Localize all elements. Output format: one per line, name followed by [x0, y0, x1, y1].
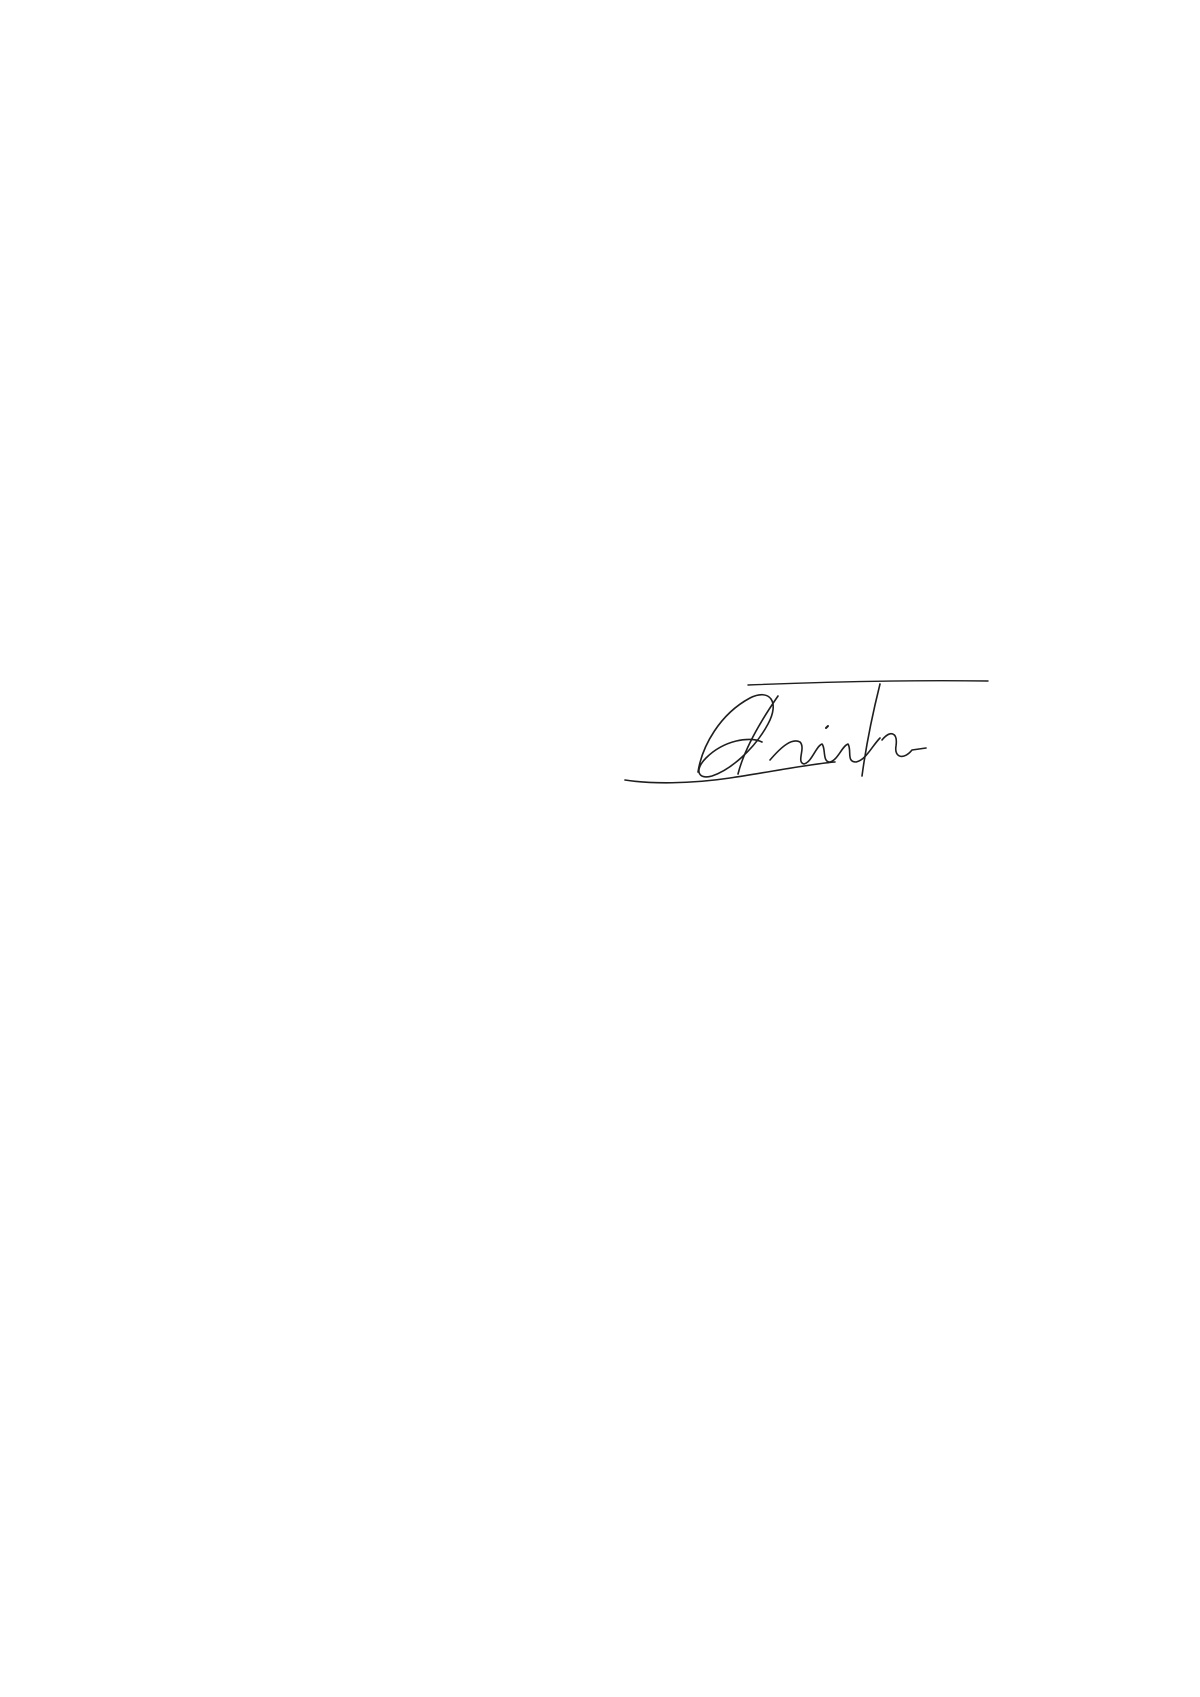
handwritten-signature — [620, 676, 990, 801]
